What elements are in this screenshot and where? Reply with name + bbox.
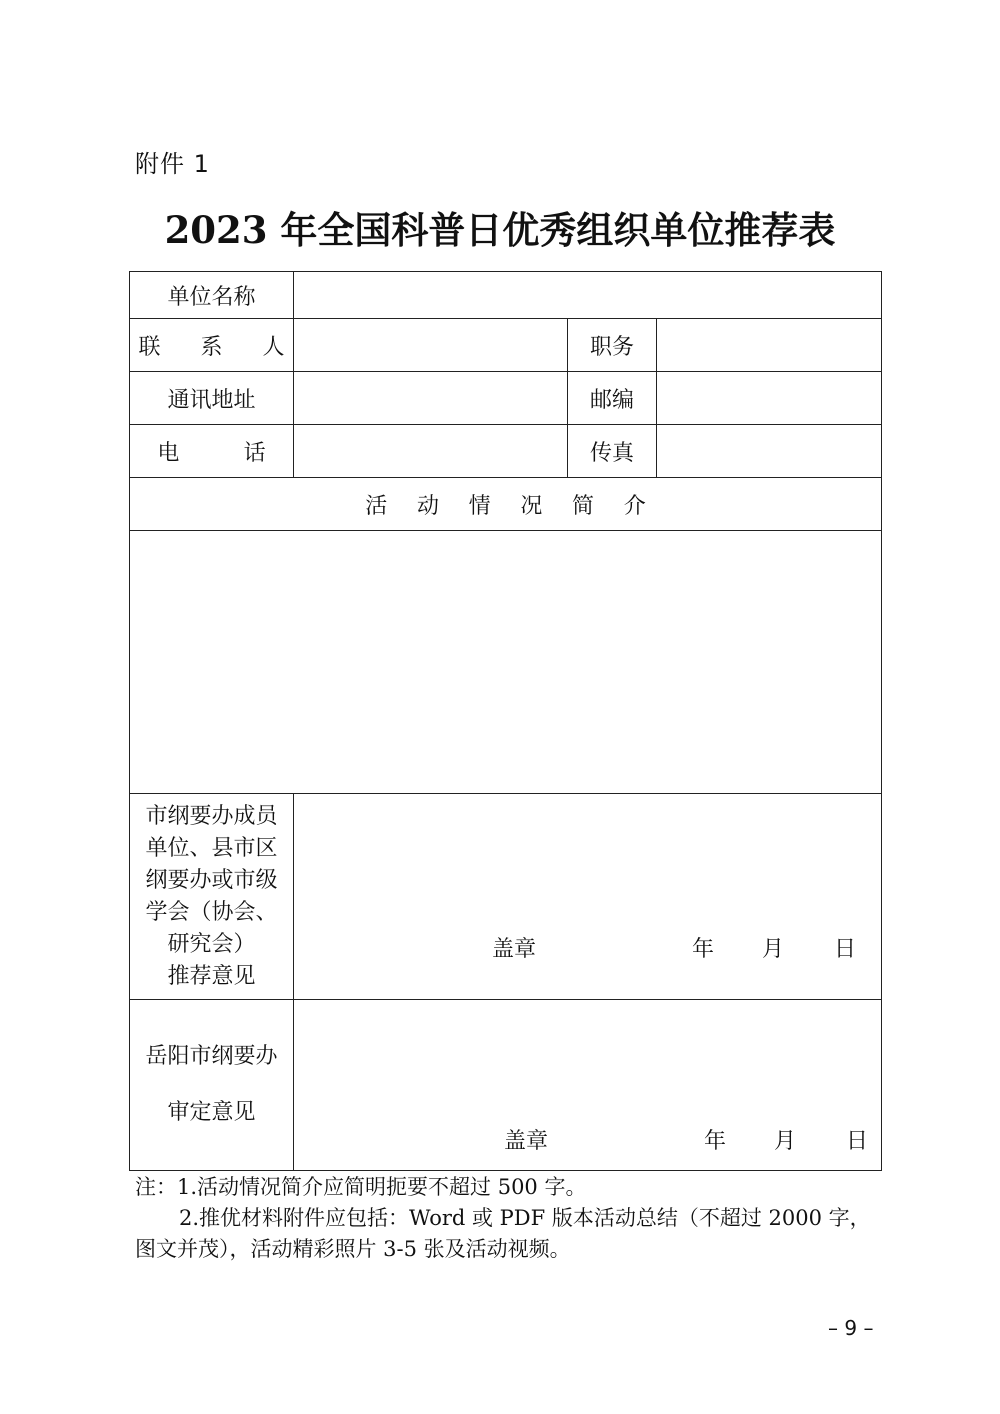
unit-name-field[interactable] (294, 272, 882, 319)
contact-field[interactable] (294, 319, 568, 372)
contact-label: 联 系 人 (130, 319, 294, 372)
recommend-label-line: 市纲要办成员 (145, 803, 278, 829)
notes (135, 1172, 885, 1265)
review-label-line: 岳阳市纲要办 (145, 1044, 278, 1069)
document-title: 2023 年全国科普日优秀组织单位推荐表 (164, 208, 836, 252)
postcode-field[interactable] (657, 372, 882, 425)
recommend-label-line: 纲要办或市级 (145, 867, 278, 893)
recommend-opinion-field[interactable] (294, 794, 882, 1000)
note-line-3: 图文并茂），活动精彩照片 3-5 张及活动视频。 (135, 1237, 571, 1261)
recommend-label-line: 学会（协会、 (145, 899, 278, 925)
fax-label: 传真 (568, 425, 657, 478)
month-label: 月 (774, 1129, 797, 1154)
recommend-label-line: 单位、县市区 (145, 835, 278, 861)
unit-name-label: 单位名称 (130, 272, 294, 319)
seal-label: 盖章 (504, 1129, 549, 1154)
recommendation-form-table (129, 271, 882, 1171)
note-line-1: 注：1.活动情况简介应简明扼要不超过 500 字。 (135, 1175, 587, 1199)
phone-field[interactable] (294, 425, 568, 478)
day-label: 日 (846, 1129, 869, 1154)
page-number: – 9 – (828, 1316, 874, 1340)
recommend-opinion-label (130, 794, 294, 1000)
position-field[interactable] (657, 319, 882, 372)
address-field[interactable] (294, 372, 568, 425)
attachment-label: 附件 1 (135, 150, 210, 178)
year-label: 年 (704, 1129, 727, 1154)
seal-label: 盖章 (492, 937, 537, 962)
review-opinion-label (130, 1000, 294, 1171)
fax-field[interactable] (657, 425, 882, 478)
review-label-line: 审定意见 (167, 1100, 256, 1125)
activity-summary-label: 活动情况简介 (130, 478, 882, 531)
review-opinion-field[interactable] (294, 1000, 882, 1171)
year-label: 年 (692, 937, 715, 962)
address-label: 通讯地址 (130, 372, 294, 425)
note-line-2: 2.推优材料附件应包括：Word 或 PDF 版本活动总结（不超过 2000 字， (179, 1206, 871, 1230)
day-label: 日 (834, 937, 857, 962)
month-label: 月 (762, 937, 785, 962)
position-label: 职务 (568, 319, 657, 372)
recommend-label-line: 研究会） (167, 931, 256, 957)
activity-summary-field[interactable] (130, 531, 882, 794)
phone-label: 电 话 (130, 425, 294, 478)
recommend-label-line: 推荐意见 (167, 963, 256, 989)
postcode-label: 邮编 (568, 372, 657, 425)
